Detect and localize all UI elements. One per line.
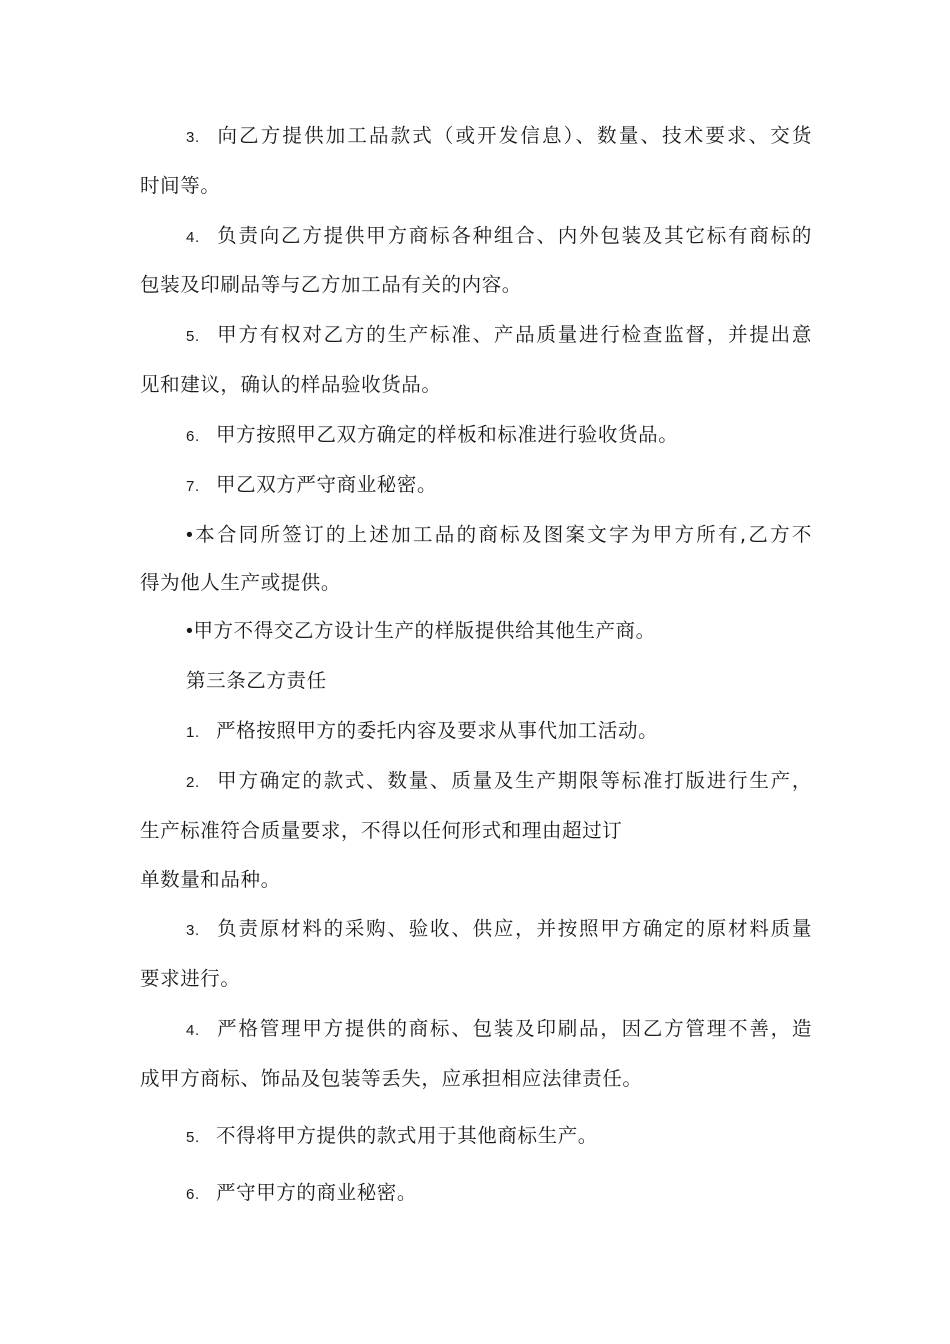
bullet-marker: •	[186, 620, 194, 642]
clause-number: 5.	[186, 1129, 200, 1146]
clause-line	[186, 1015, 812, 1045]
bullet-line-continued: 得为他人生产或提供。	[140, 571, 342, 594]
clause-text: 甲乙双方严守商业秘密。	[216, 473, 438, 496]
clause-number: 3.	[186, 129, 200, 146]
clause-number: 7.	[186, 478, 200, 495]
clause-number: 6.	[186, 1186, 200, 1203]
clause-line	[186, 122, 812, 152]
clause-line	[186, 1179, 812, 1209]
clause-text: 甲方确定的款式、数量、质量及生产期限等标准打版进行生产，	[216, 769, 812, 792]
section-heading: 第三条乙方责任	[186, 669, 327, 692]
clause-number: 4.	[186, 229, 200, 246]
clause-number: 4.	[186, 1022, 200, 1039]
clause-line-continued: 单数量和品种。	[140, 868, 281, 891]
clause-number: 1.	[186, 724, 200, 741]
bullet-text: 甲方不得交乙方设计生产的样版提供给其他生产商。	[193, 619, 656, 642]
clause-line	[186, 915, 812, 945]
clause-number: 3.	[186, 922, 200, 939]
clause-line	[186, 1122, 812, 1152]
clause-line-continued: 见和建议，确认的样品验收货品。	[140, 373, 442, 396]
clause-text: 甲方有权对乙方的生产标准、产品质量进行检查监督，并提出意	[216, 323, 812, 346]
clause-line-continued: 时间等。	[140, 174, 221, 197]
clause-text: 甲方按照甲乙双方确定的样板和标准进行验收货品。	[216, 423, 679, 446]
clause-text: 严格管理甲方提供的商标、包装及印刷品，因乙方管理不善，造	[216, 1017, 812, 1040]
clause-line-continued: 生产标准符合质量要求，不得以任何形式和理由超过订	[140, 819, 623, 842]
bullet-line	[186, 617, 812, 645]
clause-line	[186, 421, 812, 451]
bullet-line	[186, 521, 812, 549]
clause-text: 严格按照甲方的委托内容及要求从事代加工活动。	[216, 719, 659, 742]
clause-line	[186, 471, 812, 501]
clause-text: 不得将甲方提供的款式用于其他商标生产。	[216, 1124, 598, 1147]
clause-text: 严守甲方的商业秘密。	[216, 1181, 418, 1204]
clause-number: 2.	[186, 774, 200, 791]
clause-line	[186, 767, 812, 797]
clause-text: 负责向乙方提供甲方商标各种组合、内外包装及其它标有商标的	[216, 224, 812, 247]
clause-number: 5.	[186, 328, 200, 345]
bullet-marker: •	[186, 524, 194, 546]
clause-line-continued: 要求进行。	[140, 967, 241, 990]
clause-line	[186, 717, 812, 747]
clause-line-continued: 包装及印刷品等与乙方加工品有关的内容。	[140, 273, 522, 296]
clause-text: 向乙方提供加工品款式（或开发信息）、数量、技术要求、交货	[216, 124, 812, 147]
clause-line	[186, 321, 812, 351]
clause-line	[186, 222, 812, 252]
clause-number: 6.	[186, 428, 200, 445]
bullet-text: 本合同所签订的上述加工品的商标及图案文字为甲方所有,乙方不	[193, 523, 812, 546]
clause-text: 负责原材料的采购、验收、供应，并按照甲方确定的原材料质量	[216, 917, 812, 940]
clause-line-continued: 成甲方商标、饰品及包装等丢失，应承担相应法律责任。	[140, 1067, 643, 1090]
